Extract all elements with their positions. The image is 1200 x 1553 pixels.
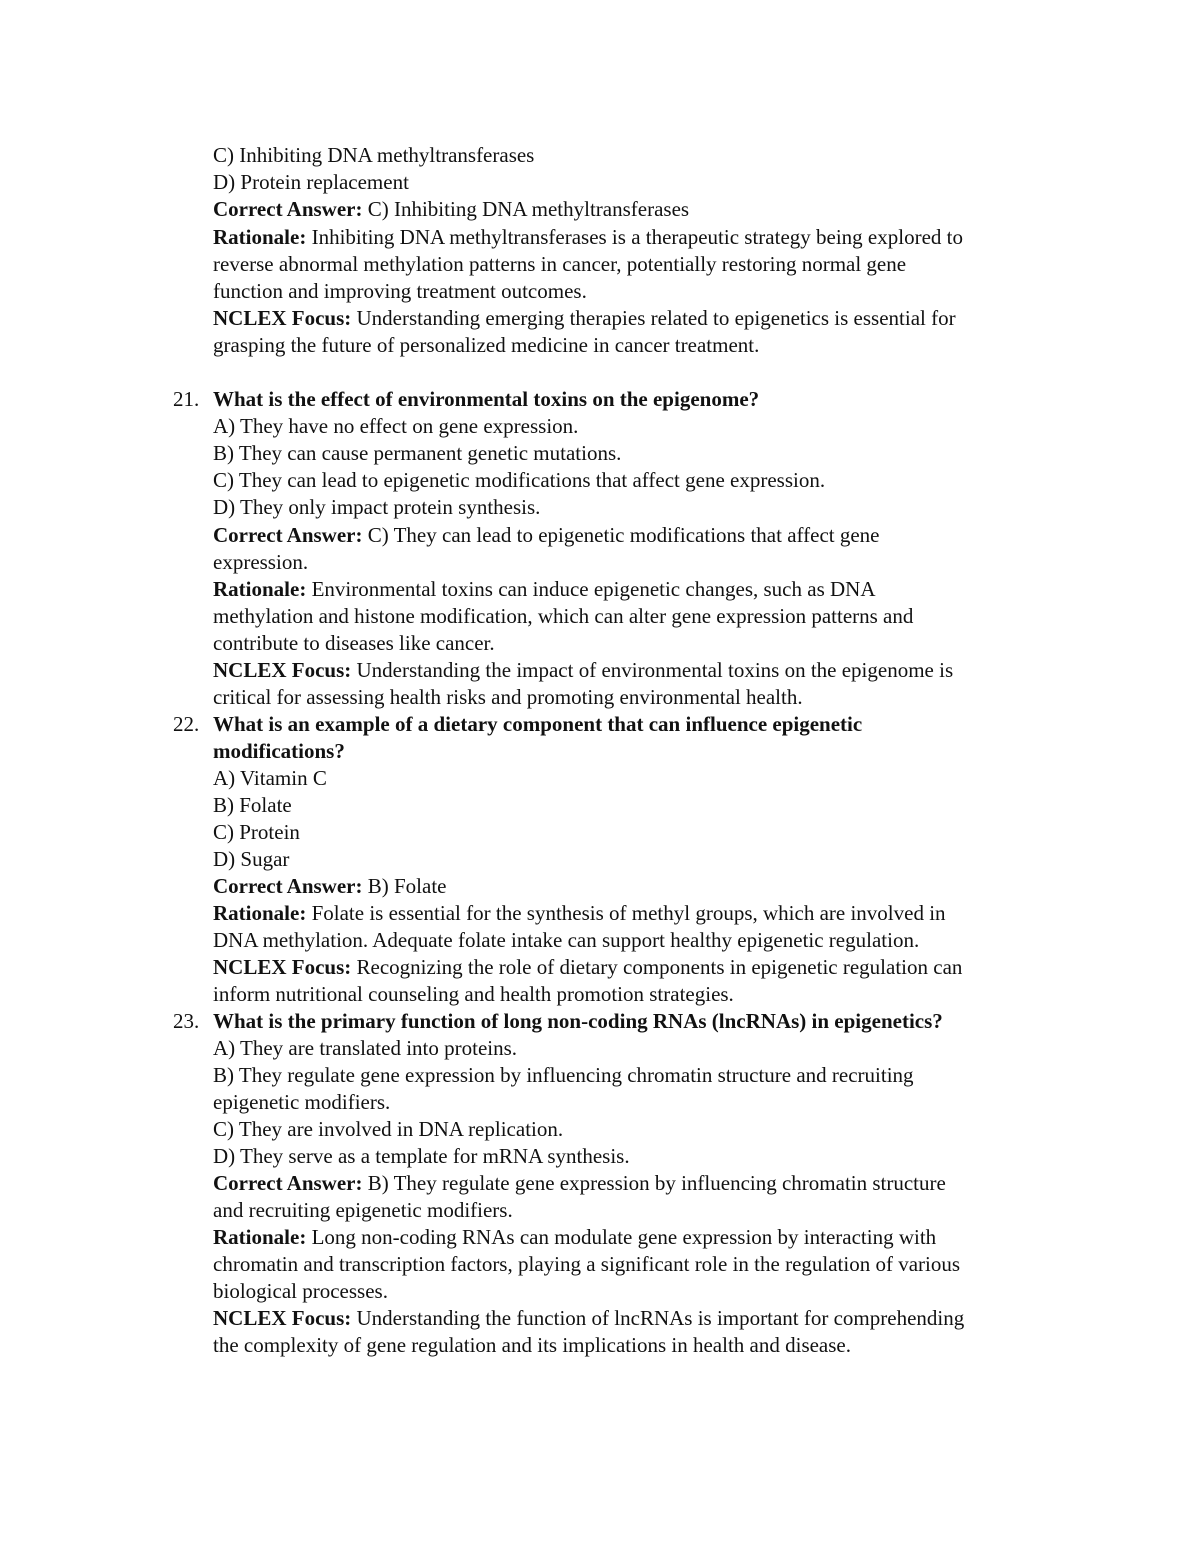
option-d: D) Sugar: [213, 847, 290, 871]
correct-answer: [213, 873, 446, 900]
nclex-label: NCLEX Focus:: [213, 955, 352, 979]
rationale-line: contribute to diseases like cancer.: [213, 631, 495, 655]
option-c: C) They are involved in DNA replication.: [213, 1117, 564, 1141]
correct-answer-label: Correct Answer:: [213, 197, 363, 221]
nclex-line: grasping the future of personalized medicine in cancer treatment.: [213, 333, 760, 357]
rationale-line: chromatin and transcription factors, playing a significant role in the regulation of various: [213, 1252, 961, 1276]
option-a: A) They are translated into proteins.: [213, 1036, 518, 1060]
option-c: C) They can lead to epigenetic modifications that affect gene expression.: [213, 468, 826, 492]
nclex-text: Recognizing the role of dietary components in epigenetic regulation can: [351, 955, 963, 979]
question-text-line: modifications?: [213, 739, 345, 763]
option-c: C) Protein: [213, 820, 300, 844]
correct-answer-label: Correct Answer:: [213, 874, 363, 898]
correct-answer-text: C) They can lead to epigenetic modifications that affect gene: [362, 523, 880, 547]
nclex-label: NCLEX Focus:: [213, 658, 352, 682]
rationale-text: Inhibiting DNA methyltransferases is a therapeutic strategy being explored to: [306, 225, 963, 249]
correct-answer-line: expression.: [213, 550, 309, 574]
nclex-focus: [213, 657, 953, 684]
rationale-line: biological processes.: [213, 1279, 388, 1303]
correct-answer: [213, 1170, 946, 1197]
correct-answer-label: Correct Answer:: [213, 523, 363, 547]
nclex-text: Understanding emerging therapies related to epigenetics is essential for: [351, 306, 956, 330]
option-d: D) They only impact protein synthesis.: [213, 495, 541, 519]
nclex-focus: [213, 954, 962, 981]
rationale-text: Environmental toxins can induce epigenetic changes, such as DNA: [306, 577, 876, 601]
option-d: D) They serve as a template for mRNA synthesis.: [213, 1144, 630, 1168]
correct-answer-label: Correct Answer:: [213, 1171, 363, 1195]
option-a: A) Vitamin C: [213, 766, 327, 790]
rationale-line: methylation and histone modification, which can alter gene expression patterns and: [213, 604, 914, 628]
correct-answer-line: and recruiting epigenetic modifiers.: [213, 1198, 513, 1222]
rationale: [213, 900, 946, 927]
nclex-text: Understanding the impact of environmental toxins on the epigenome is: [351, 658, 954, 682]
option-b: B) Folate: [213, 793, 292, 817]
rationale-line: reverse abnormal methylation patterns in cancer, potentially restoring normal gene: [213, 252, 907, 276]
nclex-line: critical for assessing health risks and promoting environmental health.: [213, 685, 803, 709]
correct-answer: [213, 196, 689, 223]
nclex-label: NCLEX Focus:: [213, 1306, 352, 1330]
option-c: C) Inhibiting DNA methyltransferases: [213, 143, 535, 167]
option-b: B) They can cause permanent genetic mutations.: [213, 441, 622, 465]
nclex-focus: [213, 305, 956, 332]
rationale-line: function and improving treatment outcomes.: [213, 279, 587, 303]
question-number: 23.: [173, 1009, 200, 1033]
rationale-text: Long non-coding RNAs can modulate gene expression by interacting with: [306, 1225, 937, 1249]
question-text: What is the effect of environmental toxins on the epigenome?: [213, 387, 760, 411]
option-a: A) They have no effect on gene expression.: [213, 414, 579, 438]
rationale: [213, 576, 876, 603]
rationale: [213, 1224, 936, 1251]
nclex-focus: [213, 1305, 964, 1332]
correct-answer-text: B) Folate: [362, 874, 447, 898]
question-number: 22.: [173, 712, 200, 736]
correct-answer: [213, 522, 880, 549]
question-text: What is an example of a dietary component that can influence epigenetic: [213, 712, 863, 736]
nclex-line: the complexity of gene regulation and its implications in health and disease.: [213, 1333, 851, 1357]
correct-answer-text: C) Inhibiting DNA methyltransferases: [362, 197, 690, 221]
rationale-label: Rationale:: [213, 901, 307, 925]
nclex-text: Understanding the function of lncRNAs is important for comprehending: [351, 1306, 965, 1330]
nclex-label: NCLEX Focus:: [213, 306, 352, 330]
question-text: What is the primary function of long non-coding RNAs (lncRNAs) in epigenetics?: [213, 1009, 943, 1033]
rationale-line: DNA methylation. Adequate folate intake can support healthy epigenetic regulation.: [213, 928, 920, 952]
nclex-line: inform nutritional counseling and health promotion strategies.: [213, 982, 734, 1006]
rationale-label: Rationale:: [213, 1225, 307, 1249]
option-b: B) They regulate gene expression by influencing chromatin structure and recruiting: [213, 1063, 914, 1087]
rationale-label: Rationale:: [213, 577, 307, 601]
option-d: D) Protein replacement: [213, 170, 409, 194]
option-b-line: epigenetic modifiers.: [213, 1090, 391, 1114]
rationale-text: Folate is essential for the synthesis of methyl groups, which are involved in: [306, 901, 946, 925]
correct-answer-text: B) They regulate gene expression by influencing chromatin structure: [362, 1171, 946, 1195]
rationale-label: Rationale:: [213, 225, 307, 249]
question-number: 21.: [173, 387, 200, 411]
rationale: [213, 224, 963, 251]
